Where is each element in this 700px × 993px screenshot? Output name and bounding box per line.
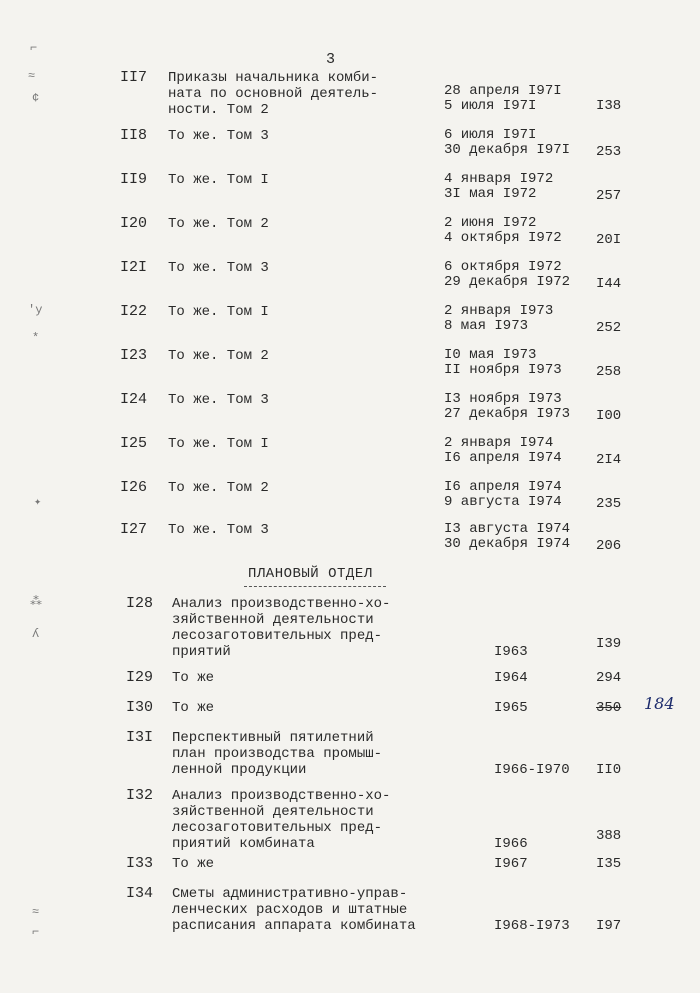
page-number: 3: [326, 51, 336, 68]
entry-year: I966-I970: [494, 762, 570, 778]
entry-date-line: 2 января I974: [444, 435, 554, 451]
entry-title-line: лесозаготовительных пред-: [172, 628, 383, 644]
margin-mark: ¢: [32, 91, 40, 105]
entry-year: I964: [494, 670, 528, 686]
entry-year: I968-I973: [494, 918, 570, 934]
entry-title-line: ности. Том 2: [168, 102, 269, 118]
entry-date-line: 2 января I973: [444, 303, 554, 319]
entry-title-line: Приказы начальника комби-: [168, 70, 379, 86]
entry-number: I20: [120, 215, 148, 232]
entry-sheet-count: 294: [596, 670, 622, 686]
entry-year: I965: [494, 700, 528, 716]
entry-title: [172, 856, 437, 872]
entry-date-line: 4 января I972: [444, 171, 554, 187]
entry-sheet-count: I39: [596, 636, 622, 652]
entry-dates: [444, 172, 594, 202]
entry-date-line: I3 августа I974: [444, 521, 571, 537]
margin-mark: ⁂: [30, 595, 42, 609]
entry-date-line: 27 декабря I973: [444, 406, 571, 422]
entry-number: I25: [120, 435, 148, 452]
entry-title-line: лесозаготовительных пред-: [172, 820, 383, 836]
entry-year: I967: [494, 856, 528, 872]
entry-title-line: То же. Том 2: [168, 348, 269, 364]
entry-date-line: I6 апреля I974: [444, 450, 562, 466]
entry-title: [172, 886, 437, 934]
entry-title: [168, 128, 433, 144]
entry-date-line: I0 мая I973: [444, 347, 537, 363]
entry-dates: [444, 348, 594, 378]
margin-mark: ✦: [34, 495, 42, 509]
entry-number: I2I: [120, 259, 148, 276]
entry-date-line: 30 декабря I97I: [444, 142, 571, 158]
entry-sheet-count: 235: [596, 496, 622, 512]
entry-sheet-count: 350: [596, 700, 622, 716]
entry-date-line: 29 декабря I972: [444, 274, 571, 290]
entry-dates: [444, 304, 594, 334]
entry-date-line: 30 декабря I974: [444, 536, 571, 552]
entry-date-line: 28 апреля I97I: [444, 83, 562, 99]
entry-number: I33: [126, 855, 154, 872]
section-heading-underline: [244, 586, 386, 587]
entry-title: [168, 348, 433, 364]
entry-title-line: То же. Том 3: [168, 522, 269, 538]
entry-title-line: То же. Том 2: [168, 216, 269, 232]
entry-title-line: То же. Том 2: [168, 480, 269, 496]
entry-sheet-count: II0: [596, 762, 622, 778]
entry-title: [168, 522, 433, 538]
entry-title-line: Перспективный пятилетний: [172, 730, 374, 746]
entry-sheet-count: 388: [596, 828, 622, 844]
margin-mark: ⌐: [32, 925, 40, 939]
entry-date-line: 9 августа I974: [444, 494, 562, 510]
margin-mark: ⌐: [30, 41, 38, 55]
entry-title-line: приятий комбината: [172, 836, 315, 852]
entry-number: II9: [120, 171, 148, 188]
entry-title-line: ленческих расходов и штатные: [172, 902, 408, 918]
entry-number: II7: [120, 69, 148, 86]
entry-sheet-count: I44: [596, 276, 622, 292]
entry-title: [172, 700, 437, 716]
entry-dates: [444, 392, 594, 422]
entry-title-line: Сметы административно-управ-: [172, 886, 408, 902]
entry-date-line: 5 июля I97I: [444, 98, 537, 114]
entry-title: [168, 304, 433, 320]
entry-sheet-count: 2I4: [596, 452, 622, 468]
entry-number: I29: [126, 669, 154, 686]
entry-title: [168, 260, 433, 276]
entry-title-line: То же. Том I: [168, 436, 269, 452]
entry-dates: [444, 128, 594, 158]
entry-title-line: То же. Том 3: [168, 260, 269, 276]
entry-number: I32: [126, 787, 154, 804]
entry-title: [172, 788, 437, 852]
entry-title: [172, 670, 437, 686]
entry-title-line: приятий: [172, 644, 231, 660]
entry-date-line: 8 мая I973: [444, 318, 529, 334]
entry-title-line: Анализ производственно-хо-: [172, 596, 391, 612]
entry-title-line: То же. Том I: [168, 304, 269, 320]
entry-sheet-count: I00: [596, 408, 622, 424]
entry-date-line: 6 июля I97I: [444, 127, 537, 143]
handwritten-correction: 184: [644, 694, 675, 713]
margin-mark: ʎ: [32, 627, 40, 641]
entry-date-line: II ноября I973: [444, 362, 562, 378]
entry-sheet-count: I38: [596, 98, 622, 114]
entry-number: I24: [120, 391, 148, 408]
entry-number: I3I: [126, 729, 154, 746]
entry-title-line: То же: [172, 856, 215, 872]
entry-sheet-count: 206: [596, 538, 622, 554]
entry-title-line: план производства промыш-: [172, 746, 383, 762]
entry-dates: [444, 436, 594, 466]
entry-title-line: То же. Том 3: [168, 128, 269, 144]
entry-title-line: зяйственной деятельности: [172, 804, 374, 820]
entry-number: II8: [120, 127, 148, 144]
entry-sheet-count: I35: [596, 856, 622, 872]
margin-mark: ≈: [28, 69, 36, 83]
entry-title-line: То же. Том I: [168, 172, 269, 188]
entry-number: I22: [120, 303, 148, 320]
entry-dates: [444, 216, 594, 246]
entry-date-line: 6 октября I972: [444, 259, 562, 275]
entry-title: [168, 172, 433, 188]
entry-year: I963: [494, 644, 528, 660]
entry-title-line: То же. Том 3: [168, 392, 269, 408]
entry-sheet-count: 252: [596, 320, 622, 336]
entry-number: I28: [126, 595, 154, 612]
entry-title: [172, 596, 437, 660]
entry-date-line: I3 ноября I973: [444, 391, 562, 407]
entry-title: [168, 480, 433, 496]
entry-dates: [444, 522, 594, 552]
entry-dates: [444, 84, 594, 114]
entry-sheet-count: 253: [596, 144, 622, 160]
entry-title-line: То же: [172, 670, 215, 686]
entry-title-line: Анализ производственно-хо-: [172, 788, 391, 804]
entry-date-line: 3I мая I972: [444, 186, 537, 202]
entry-sheet-count: 258: [596, 364, 622, 380]
entry-title: [168, 436, 433, 452]
margin-mark: 'y: [28, 303, 43, 317]
entry-title: [168, 392, 433, 408]
entry-number: I26: [120, 479, 148, 496]
entry-title-line: расписания аппарата комбината: [172, 918, 416, 934]
entry-title: [172, 730, 437, 778]
margin-mark: ≈: [32, 905, 40, 919]
entry-number: I30: [126, 699, 154, 716]
entry-dates: [444, 260, 594, 290]
entry-sheet-count: I97: [596, 918, 622, 934]
entry-number: I34: [126, 885, 154, 902]
entry-sheet-count: 20I: [596, 232, 622, 248]
entry-number: I23: [120, 347, 148, 364]
entry-year: I966: [494, 836, 528, 852]
entry-title: [168, 216, 433, 232]
entry-title-line: То же: [172, 700, 215, 716]
entry-number: I27: [120, 521, 148, 538]
entry-date-line: 4 октября I972: [444, 230, 562, 246]
section-heading: ПЛАНОВЫЙ ОТДЕЛ: [248, 566, 373, 582]
entry-date-line: 2 июня I972: [444, 215, 537, 231]
entry-dates: [444, 480, 594, 510]
entry-sheet-count: 257: [596, 188, 622, 204]
entry-title-line: зяйственной деятельности: [172, 612, 374, 628]
entry-title-line: ната по основной деятель-: [168, 86, 379, 102]
entry-title: [168, 70, 433, 118]
entry-title-line: ленной продукции: [172, 762, 307, 778]
margin-mark: *: [32, 331, 40, 345]
entry-date-line: I6 апреля I974: [444, 479, 562, 495]
